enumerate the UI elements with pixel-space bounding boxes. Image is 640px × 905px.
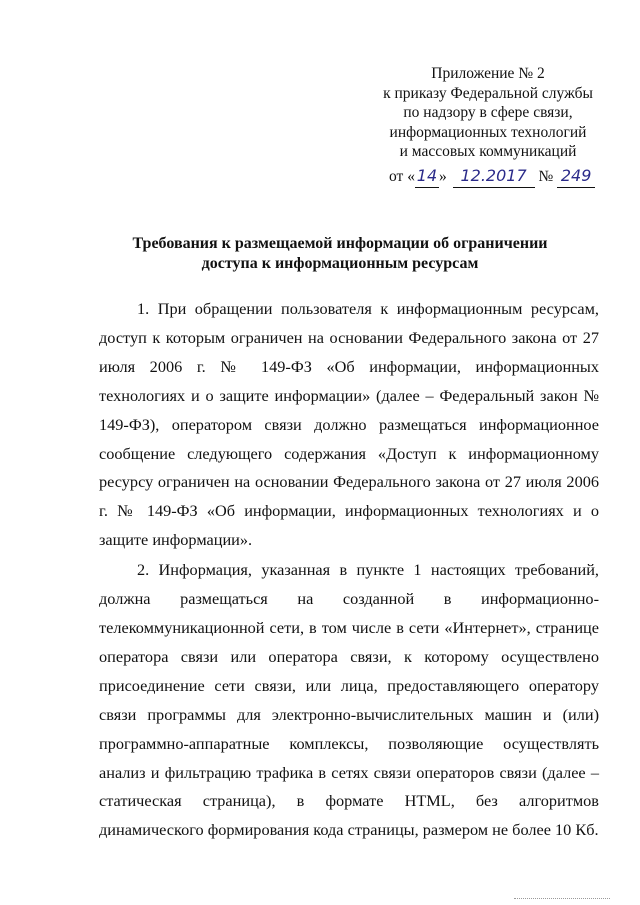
order-date-number: [389, 165, 609, 188]
scan-artifact: [514, 898, 610, 899]
order-prefix: от «: [389, 168, 415, 185]
appendix-line: Приложение № 2: [431, 65, 545, 82]
document-body: [99, 295, 599, 845]
appendix-header: [370, 64, 606, 162]
title-line: Требования к размещаемой информации об ограничении: [132, 235, 548, 252]
handwritten-day: 14: [415, 165, 439, 188]
appendix-line: по надзору в сфере связи,: [403, 104, 573, 121]
handwritten-number: 249: [557, 165, 595, 188]
order-quote-close: »: [438, 168, 447, 185]
appendix-line: и массовых коммуникаций: [399, 143, 577, 160]
appendix-line: к приказу Федеральной службы: [383, 84, 593, 102]
order-number-sign: №: [538, 168, 554, 185]
document-title: [100, 234, 580, 274]
title-line: доступа к информационным ресурсам: [201, 255, 479, 272]
handwritten-date: 12.2017: [453, 165, 535, 188]
paragraph-1: 1. При обращении пользователя к информационным ресурсам, доступ к которым ограничен на основании Федерального закона от 27 июля 2006 г. № 149-ФЗ «Об информации, информационных технологиях и о защите информации» (далее – Федеральный закон № 149-ФЗ), оператором связи должно размещаться информационное сообщение следующего содержания «Доступ к информационному ресурсу ограничен на основании Федерального закона от 27 июля 2006 г. № 149-ФЗ «Об информации, информационных технологиях и о защите информации».: [99, 299, 599, 550]
appendix-line: информационных технологий: [389, 123, 587, 141]
paragraph-2: 2. Информация, указанная в пункте 1 настоящих требований, должна размещаться на созданной в информационно-телекоммуникационной сети, в том числе в сети «Интернет», странице оператора связи или оператора связи, к которому осуществлено присоединение сети связи, или лица, предоставляющего оператору связи программы для электронно-вычислительных машин и (или) программно-аппаратные комплексы, позволяющие осуществлять анализ и фильтрацию трафика в сетях связи операторов связи (далее – статическая страница), в формате HTML, без алгоритмов динамического формирования кода страницы, размером не более 10 Кб.: [99, 560, 599, 840]
